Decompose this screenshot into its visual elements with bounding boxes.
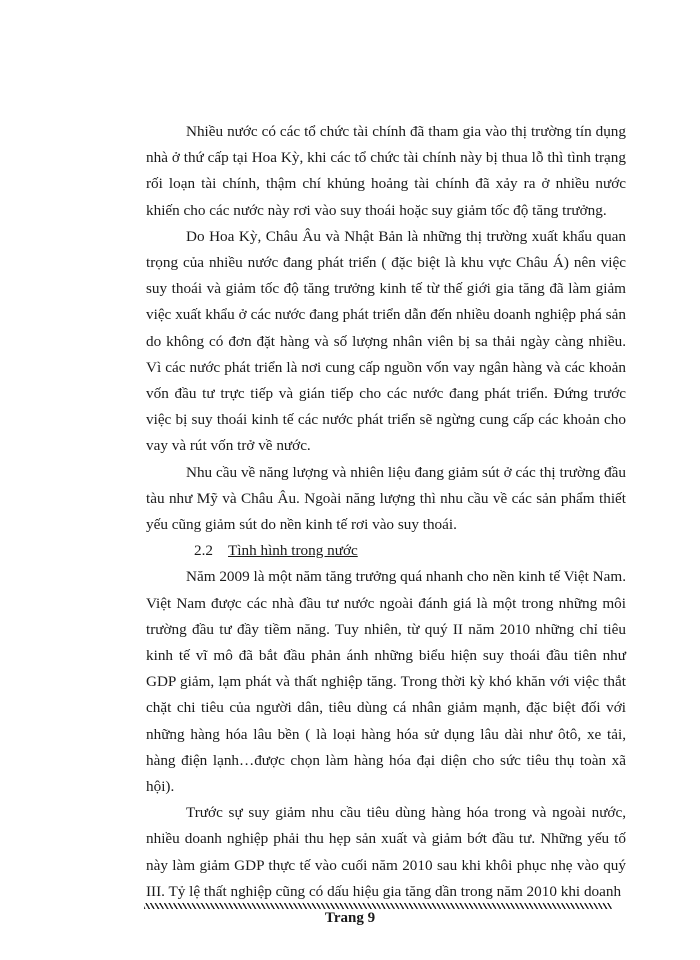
paragraph-demand-decline: Trước sự suy giảm nhu cầu tiêu dùng hàng hóa trong và ngoài nước, nhiều doanh nghiệp phải thu hẹp sản xuất và giảm bớt đầu tư. Những yếu tố này làm giảm GDP thực tế vào cuối năm 2010 sau khi khôi phục nhẹ vào quý III. Tỷ lệ thất nghiệp cũng có dấu hiệu gia tăng dần trong năm 2010 khi doanh: [146, 804, 626, 900]
section-number: 2.2: [194, 542, 213, 560]
section-heading: [146, 538, 626, 564]
paragraph-vietnam-2009: Năm 2009 là một năm tăng trưởng quá nhanh cho nền kinh tế Việt Nam. Việt Nam được các nhà đầu tư nước ngoài đánh giá là một trong những môi trường đầu tư đầy tiềm năng. Tuy nhiên, từ quý II năm 2010 những chỉ tiêu kinh tế vĩ mô đã bắt đầu phản ánh những biểu hiện suy thoái đầu tiên như GDP giảm, lạm phát và thất nghiệp tăng. Trong thời kỳ khó khăn với việc thắt chặt chi tiêu của người dân, tiêu dùng cá nhân giảm mạnh, đặc biệt đối với những hàng hóa lâu bền ( là loại hàng hóa sử dụng lâu dài như ôtô, xe tải, hàng điện lạnh…được chọn làm hàng hóa đại diện cho sức tiêu thụ toàn xã hội).: [146, 568, 626, 796]
paragraph-credit-crisis: Nhiều nước có các tổ chức tài chính đã tham gia vào thị trường tín dụng nhà ở thứ cấp tại Hoa Kỳ, khi các tổ chức tài chính này bị thua lỗ thì tình trạng rối loạn tài chính, thậm chí khủng hoảng tài chính đã xảy ra ở nhiều nước khiến cho các nước này rơi vào suy thoái hoặc suy giảm tốc độ tăng trưởng.: [146, 123, 626, 219]
document-body: [146, 119, 626, 905]
paragraph-export-markets: Do Hoa Kỳ, Châu Âu và Nhật Bản là những thị trường xuất khẩu quan trọng của nhiều nước đang phát triển ( đặc biệt là khu vực Châu Á) nên việc suy thoái và giảm tốc độ tăng trưởng kinh tế từ thế giới gia tăng đã làm giảm việc xuất khẩu ở các nước đang phát triển dẫn đến nhiều doanh nghiệp phá sản do không có đơn đặt hàng và số lượng nhân viên bị sa thải ngày càng nhiều. Vì các nước phát triển là nơi cung cấp nguồn vốn vay ngân hàng và các khoản vốn đầu tư trực tiếp và gián tiếp cho các nước đang phát triển. Đứng trước việc bị suy thoái kinh tế các nước phát triển sẽ ngừng cung cấp các khoản cho vay và rút vốn trở về nước.: [146, 227, 626, 455]
paragraph-energy-demand: Nhu cầu về năng lượng và nhiên liệu đang giảm sút ở các thị trường đầu tàu như Mỹ và Châu Âu. Ngoài năng lượng thì nhu cầu về các sản phẩm thiết yếu cũng giảm sút do nền kinh tế rơi vào suy thoái.: [146, 463, 626, 534]
section-title: Tình hình trong nước: [228, 542, 358, 560]
page-number: Trang 9: [324, 910, 376, 926]
footer-divider: [144, 903, 612, 909]
